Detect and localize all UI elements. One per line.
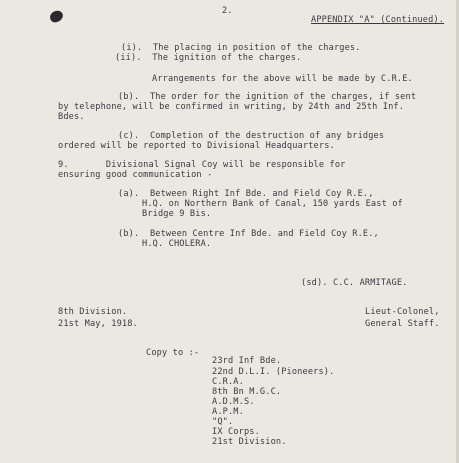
item-b-line-3: Bdes. [58, 112, 85, 122]
recipient-item: C.R.A. [212, 377, 244, 387]
item-b-line-2: by telephone, will be confirmed in writing, by 24th and 25th Inf. [58, 102, 405, 112]
copy-to-label: Copy to :- [146, 348, 200, 358]
page-number: 2. [222, 6, 233, 16]
item-ii: (ii). The ignition of the charges. [115, 53, 302, 63]
section-9-a-line-3: Bridge 9 Bis. [142, 209, 212, 219]
item-c-line-2: ordered will be reported to Divisional Headquarters. [58, 141, 335, 151]
section-9-a-line-1: (a). Between Right Inf Bde. and Field Coy R.E., [118, 189, 374, 199]
section-9-b-line-2: H.Q. CHOLERA. [142, 239, 212, 249]
ink-blot-mark [49, 10, 64, 23]
rank-line: Lieut-Colonel, [365, 307, 440, 317]
item-c-line-1: (c). Completion of the destruction of any bridges [118, 131, 385, 141]
section-9-b-line-1: (b). Between Centre Inf Bde. and Field Coy R.E., [118, 229, 379, 239]
arrangements-line: Arrangements for the above will be made by C.R.E. [152, 74, 413, 84]
section-9-line-1: 9. Divisional Signal Coy will be responsible for [58, 160, 346, 170]
recipient-item: A.P.M. [212, 407, 244, 417]
staff-line: General Staff. [365, 319, 440, 329]
item-i: (i). The placing in position of the charges. [121, 43, 361, 53]
recipient-item: 21st Division. [212, 437, 287, 447]
recipient-item: IX Corps. [212, 427, 260, 437]
recipient-item: 23rd Inf Bde. [212, 356, 282, 366]
recipient-item: 22nd D.L.I. (Pioneers). [212, 367, 335, 377]
division-line: 8th Division. [58, 307, 128, 317]
date-line: 21st May, 1918. [58, 319, 138, 329]
section-9-a-line-2: H.Q. on Northern Bank of Canal, 150 yards East of [142, 199, 403, 209]
recipient-item: A.D.M.S. [212, 397, 255, 407]
item-b-line-1: (b). The order for the ignition of the charges, if sent [118, 92, 417, 102]
section-9-line-2: ensuring good communication - [58, 170, 213, 180]
recipient-item: 8th Bn M.G.C. [212, 387, 282, 397]
appendix-heading: APPENDIX "A" (Continued). [311, 15, 445, 25]
signed-by: (sd). C.C. ARMITAGE. [301, 278, 408, 288]
recipient-item: "Q". [212, 417, 234, 427]
